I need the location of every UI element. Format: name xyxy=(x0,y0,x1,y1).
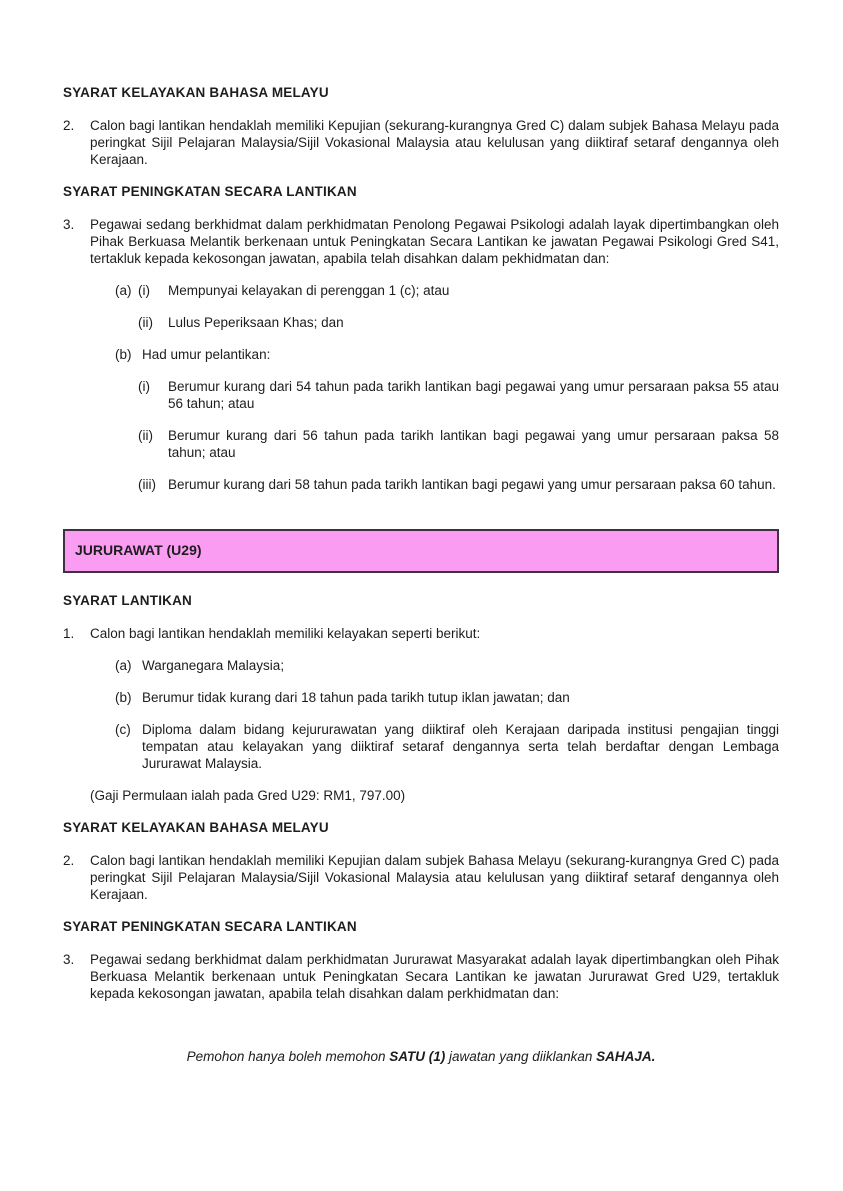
clause-number: 2. xyxy=(63,853,75,868)
subclause-text: Had umur pelantikan: xyxy=(142,347,271,362)
clause-text: Pegawai sedang berkhidmat dalam perkhidmatan Penolong Pegawai Psikologi adalah layak dipertimbangkan oleh Pihak Berkuasa Melantik berkenaan untuk Peningkatan Secara Lantikan ke jawatan Pegawai Psikologi Gred S41, tertakluk kepada kekosongan jawatan, apabila telah disahkan dalam pekhidmatan dan: xyxy=(90,217,779,266)
subclause-text: Warganegara Malaysia; xyxy=(142,658,285,673)
starting-salary-note: (Gaji Permulaan ialah pada Gred U29: RM1, 797.00) xyxy=(90,788,406,803)
clause-number: 3. xyxy=(63,217,75,232)
footer-bold-satu: SATU (1) xyxy=(389,1049,446,1064)
subclause-label: (i) xyxy=(138,283,150,298)
clause-text: Pegawai sedang berkhidmat dalam perkhidmatan Jururawat Masyarakat adalah layak dipertimbangkan oleh Pihak Berkuasa Melantik berkenaan untuk Peningkatan Secara Lantikan ke jawatan Jururawat Gred U29, tertakluk kepada kekosongan jawatan, apabila telah disahkan dalam perkhidmatan dan: xyxy=(90,952,779,1001)
subclause-label: (b) xyxy=(115,690,132,705)
subclause-b-ii xyxy=(138,427,779,461)
footer-text: jawatan yang diiklankan xyxy=(445,1049,597,1064)
clause-text: Calon bagi lantikan hendaklah memiliki kelayakan seperti berikut: xyxy=(90,626,481,641)
clause-number: 3. xyxy=(63,952,75,967)
subclause-text: Berumur tidak kurang dari 18 tahun pada tarikh tutup iklan jawatan; dan xyxy=(142,690,570,705)
subclause-text: Berumur kurang dari 58 tahun pada tarikh lantikan bagi pegawi yang umur persaraan paksa 60 tahun. xyxy=(168,477,776,492)
subclause-a xyxy=(115,657,779,674)
subclause-c xyxy=(115,721,779,772)
clause-peningkatan-2 xyxy=(63,951,779,1002)
heading-syarat-lantikan: SYARAT LANTIKAN xyxy=(63,593,193,608)
subclause-b-iii xyxy=(138,476,779,493)
subclause-text: Diploma dalam bidang kejururawatan yang diiktiraf oleh Kerajaan daripada institusi pengajian tinggi tempatan atau kelayakan yang diiktiraf setaraf dengannya serta telah berdaftar dengan Lembaga Jururawat Malaysia. xyxy=(142,722,779,771)
job-banner: JURURAWAT (U29) xyxy=(63,529,779,573)
clause-number: 1. xyxy=(63,626,75,641)
heading-syarat-peningkatan-2: SYARAT PENINGKATAN SECARA LANTIKAN xyxy=(63,919,357,934)
subclause-label: (iii) xyxy=(138,477,156,492)
heading-syarat-peningkatan-1: SYARAT PENINGKATAN SECARA LANTIKAN xyxy=(63,184,357,199)
subclause-label: (a) xyxy=(115,658,132,673)
clause-number: 2. xyxy=(63,118,75,133)
clause-text: Calon bagi lantikan hendaklah memiliki Kepujian dalam subjek Bahasa Melayu (sekurang-kurangnya Gred C) pada peringkat Sijil Pelajaran Malaysia/Sijil Vokasional Malaysia atau kelulusan yang diiktiraf setaraf dengannya oleh Kerajaan. xyxy=(90,853,779,902)
subclause-text: Berumur kurang dari 56 tahun pada tarikh lantikan bagi pegawai yang umur persaraan paksa 58 tahun; atau xyxy=(168,428,779,460)
subclause-b xyxy=(115,689,779,706)
footer-bold-sahaja: SAHAJA. xyxy=(596,1049,656,1064)
clause-peningkatan-1 xyxy=(63,216,779,267)
footer-note xyxy=(63,1048,779,1065)
subclause-label: (b) xyxy=(115,347,132,362)
subclause-text: Mempunyai kelayakan di perenggan 1 (c); atau xyxy=(168,283,450,298)
subclause-text: Berumur kurang dari 54 tahun pada tarikh lantikan bagi pegawai yang umur persaraan paksa 55 atau 56 tahun; atau xyxy=(168,379,779,411)
subclause-label: (ii) xyxy=(138,315,153,330)
footer-text: Pemohon hanya boleh memohon xyxy=(186,1049,390,1064)
subclause-b-i xyxy=(138,378,779,412)
subclause-a-ii xyxy=(138,314,779,331)
heading-syarat-kelayakan-bahasa-melayu-1: SYARAT KELAYAKAN BAHASA MELAYU xyxy=(63,85,329,100)
subclause-label: (i) xyxy=(138,379,150,394)
subclause-text: Lulus Peperiksaan Khas; dan xyxy=(168,315,344,330)
clause-lantikan-1 xyxy=(63,625,779,642)
subclause-a-i xyxy=(115,282,779,299)
subclause-label: (ii) xyxy=(138,428,153,443)
clause-bahasa-melayu-1 xyxy=(63,117,779,168)
heading-syarat-kelayakan-bahasa-melayu-2: SYARAT KELAYAKAN BAHASA MELAYU xyxy=(63,820,329,835)
clause-bahasa-melayu-2 xyxy=(63,852,779,903)
subclause-label: (c) xyxy=(115,722,131,737)
clause-text: Calon bagi lantikan hendaklah memiliki Kepujian (sekurang-kurangnya Gred C) dalam subjek Bahasa Melayu pada peringkat Sijil Pelajaran Malaysia/Sijil Vokasional Malaysia atau kelulusan yang diiktiraf setaraf dengannya oleh Kerajaan. xyxy=(90,118,779,167)
subclause-b xyxy=(115,346,779,363)
subclause-label: (a) xyxy=(115,283,132,298)
